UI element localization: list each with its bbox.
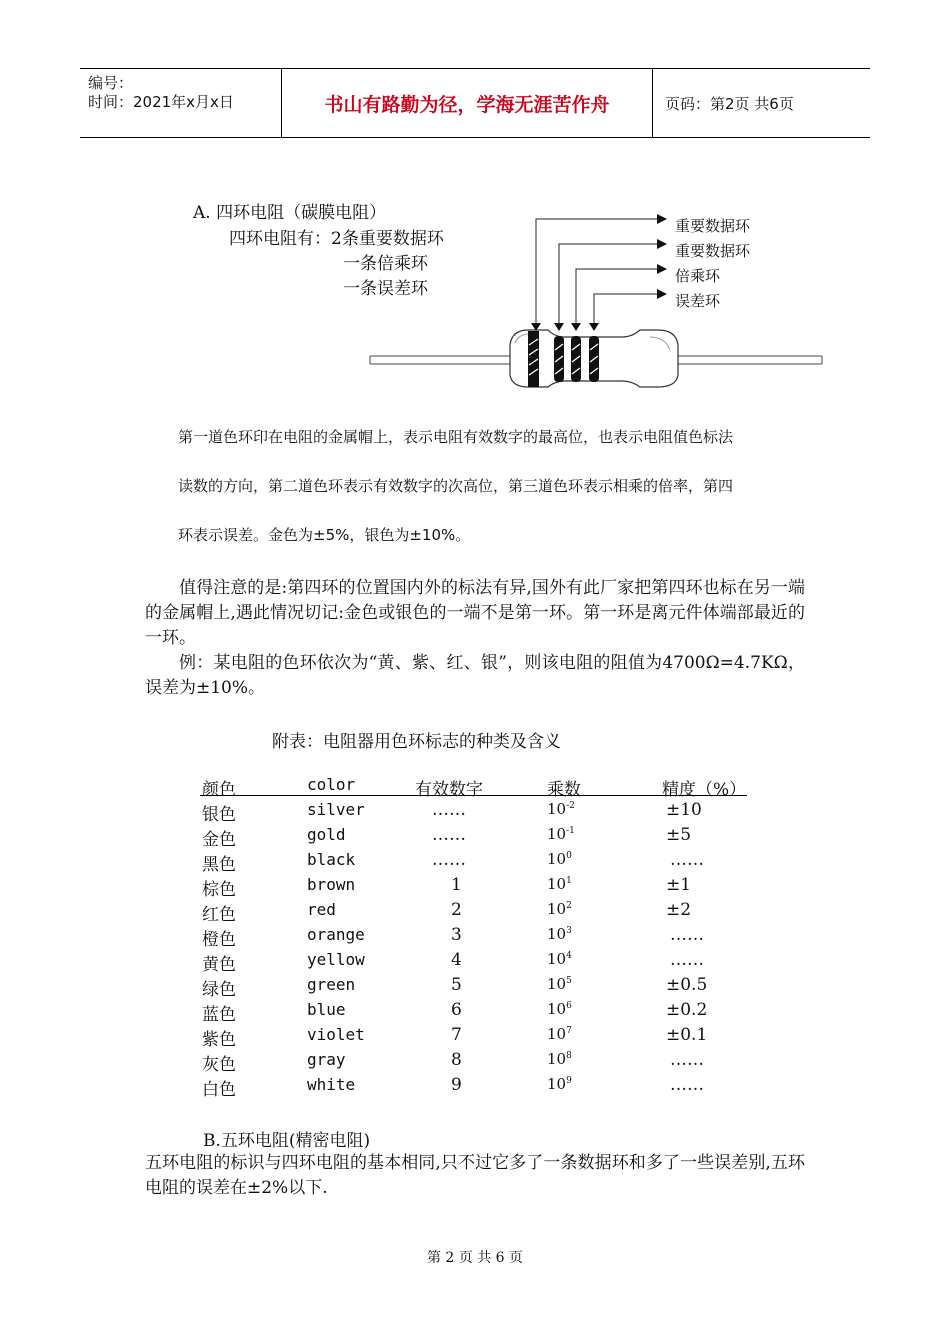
cell-color-en: green — [307, 975, 356, 994]
multiplier-base: 10 — [547, 825, 567, 843]
number-label: 编号： — [88, 74, 134, 92]
label-data-ring-2: 重要数据环 — [675, 242, 751, 260]
multiplier-exponent: 2 — [566, 901, 572, 911]
cell-color-en: orange — [307, 925, 365, 944]
section-b-title: B.五环电阻(精密电阻) — [203, 1131, 371, 1151]
desc-line-3: 环表示误差。金色为±5%，银色为±10%。 — [178, 526, 471, 544]
section-a-line1: 四环电阻有：2条重要数据环 — [229, 229, 444, 249]
resistor-diagram — [360, 205, 830, 395]
table-header-rule — [200, 795, 747, 796]
desc-line-2: 读数的方向，第二道色环表示有效数字的次高位，第三道色环表示相乘的倍率，第四 — [178, 477, 734, 495]
cell-multiplier — [547, 875, 572, 893]
cell-tolerance: ±10 — [666, 800, 702, 820]
cell-tolerance: …… — [670, 1050, 704, 1070]
cell-tolerance: ±0.5 — [666, 975, 708, 995]
label-tolerance-ring: 误差环 — [675, 292, 721, 310]
table-row — [200, 975, 760, 1000]
cell-tolerance: …… — [670, 1075, 704, 1095]
cell-digit: …… — [432, 800, 466, 820]
header-tolerance: 精度（%） — [662, 780, 747, 800]
cell-tolerance: …… — [670, 925, 704, 945]
cell-color-en: gray — [307, 1050, 346, 1069]
multiplier-exponent: 3 — [566, 926, 572, 936]
multiplier-base: 10 — [547, 1075, 567, 1093]
cell-digit: …… — [432, 825, 466, 845]
label-data-ring-1: 重要数据环 — [675, 217, 751, 235]
cell-color-cn: 金色 — [202, 830, 236, 850]
cell-color-en: white — [307, 1075, 356, 1094]
cell-color-cn: 橙色 — [202, 930, 236, 950]
multiplier-exponent: 0 — [566, 851, 572, 861]
cell-digit: 6 — [451, 1000, 462, 1020]
cell-color-cn: 红色 — [202, 905, 236, 925]
multiplier-exponent: 6 — [566, 1001, 572, 1011]
multiplier-exponent: 8 — [566, 1051, 572, 1061]
multiplier-base: 10 — [547, 875, 567, 893]
header-multiplier: 乘数 — [547, 780, 581, 800]
cell-color-en: yellow — [307, 950, 365, 969]
cell-multiplier — [547, 1000, 572, 1018]
cell-tolerance: ±2 — [666, 900, 692, 920]
section-b-paragraph: 五环电阻的标识与四环电阻的基本相同,只不过它多了一条数据环和多了一些误差别,五环电阻的误差在±2%以下. — [145, 1153, 805, 1198]
cell-multiplier — [547, 1050, 572, 1068]
cell-color-cn: 银色 — [202, 805, 236, 825]
table-row — [200, 925, 760, 950]
section-a-line3: 一条误差环 — [343, 279, 428, 299]
date-label: 时间：2021年x月x日 — [88, 93, 234, 111]
table-header-row — [200, 775, 760, 800]
multiplier-base: 10 — [547, 950, 567, 968]
cell-digit: 9 — [451, 1075, 462, 1095]
cell-tolerance: ±0.2 — [666, 1000, 708, 1020]
table-row — [200, 900, 760, 925]
cell-multiplier — [547, 800, 575, 818]
cell-color-cn: 灰色 — [202, 1055, 236, 1075]
multiplier-exponent: 7 — [566, 1026, 572, 1036]
multiplier-base: 10 — [547, 925, 567, 943]
cell-color-en: red — [307, 900, 336, 919]
multiplier-exponent: -2 — [566, 801, 575, 811]
multiplier-base: 10 — [547, 1025, 567, 1043]
cell-tolerance: ±1 — [666, 875, 692, 895]
cell-color-cn: 绿色 — [202, 980, 236, 1000]
cell-multiplier — [547, 925, 572, 943]
cell-tolerance: …… — [670, 850, 704, 870]
cell-multiplier — [547, 900, 572, 918]
multiplier-base: 10 — [547, 800, 567, 818]
header-digit: 有效数字 — [415, 780, 483, 800]
cell-digit: 2 — [451, 900, 462, 920]
cell-tolerance: ±5 — [666, 825, 692, 845]
cell-multiplier — [547, 975, 572, 993]
header-page-info: 页码：第2页 共6页 — [665, 94, 794, 113]
cell-digit: …… — [432, 850, 466, 870]
multiplier-base: 10 — [547, 900, 567, 918]
cell-digit: 7 — [451, 1025, 462, 1045]
header-meta-cell — [80, 69, 282, 137]
table-caption: 附表：电阻器用色环标志的种类及含义 — [272, 732, 561, 752]
multiplier-exponent: -1 — [566, 826, 575, 836]
cell-color-cn: 黑色 — [202, 855, 236, 875]
multiplier-base: 10 — [547, 1000, 567, 1018]
cell-color-cn: 棕色 — [202, 880, 236, 900]
cell-color-en: gold — [307, 825, 346, 844]
cell-multiplier — [547, 1075, 572, 1093]
label-multiplier-ring: 倍乘环 — [675, 267, 721, 285]
cell-digit: 3 — [451, 925, 462, 945]
multiplier-exponent: 1 — [566, 876, 572, 886]
section-a-title: A. 四环电阻（碳膜电阻） — [193, 203, 387, 223]
cell-color-cn: 紫色 — [202, 1030, 236, 1050]
table-row — [200, 800, 760, 825]
cell-digit: 5 — [451, 975, 462, 995]
section-a-line2: 一条倍乘环 — [343, 254, 428, 274]
table-row — [200, 850, 760, 875]
table-row — [200, 825, 760, 850]
desc-line-1: 第一道色环印在电阻的金属帽上，表示电阻有效数字的最高位，也表示电阻值色标法 — [178, 428, 734, 446]
header-color-cn: 颜色 — [202, 780, 236, 800]
cell-color-en: silver — [307, 800, 365, 819]
page-footer: 第 2 页 共 6 页 — [426, 1250, 524, 1266]
cell-digit: 4 — [451, 950, 462, 970]
cell-tolerance: …… — [670, 950, 704, 970]
cell-multiplier — [547, 850, 572, 868]
cell-multiplier — [547, 825, 575, 843]
cell-color-cn: 蓝色 — [202, 1005, 236, 1025]
multiplier-base: 10 — [547, 975, 567, 993]
multiplier-base: 10 — [547, 850, 567, 868]
note-paragraph-1: 值得注意的是:第四环的位置国内外的标法有异,国外有此厂家把第四环也标在另一端的金属帽上,遇此情况切记:金色或银色的一端不是第一环。第一环是离元件体端部最近的一环。 — [145, 578, 805, 648]
table-row — [200, 1000, 760, 1025]
multiplier-exponent: 5 — [566, 976, 572, 986]
note-paragraph-2: 例：某电阻的色环依次为“黄、紫、红、银”，则该电阻的阻值为4700Ω=4.7KΩ，误差为±10%。 — [145, 653, 805, 698]
cell-multiplier — [547, 1025, 572, 1043]
cell-color-en: brown — [307, 875, 356, 894]
cell-color-en: black — [307, 850, 356, 869]
page-header — [80, 68, 870, 138]
multiplier-exponent: 9 — [566, 1076, 572, 1086]
cell-color-cn: 黄色 — [202, 955, 236, 975]
cell-digit: 1 — [451, 875, 462, 895]
cell-multiplier — [547, 950, 572, 968]
cell-digit: 8 — [451, 1050, 462, 1070]
cell-color-cn: 白色 — [202, 1080, 236, 1100]
table-row — [200, 1075, 760, 1100]
cell-tolerance: ±0.1 — [666, 1025, 708, 1045]
table-row — [200, 1050, 760, 1075]
table-row — [200, 950, 760, 975]
header-color-en: color — [307, 775, 356, 794]
cell-color-en: violet — [307, 1025, 365, 1044]
header-motto: 书山有路勤为径，学海无涯苦作舟 — [282, 69, 653, 137]
multiplier-exponent: 4 — [566, 951, 572, 961]
cell-color-en: blue — [307, 1000, 346, 1019]
multiplier-base: 10 — [547, 1050, 567, 1068]
table-row — [200, 875, 760, 900]
table-row — [200, 1025, 760, 1050]
